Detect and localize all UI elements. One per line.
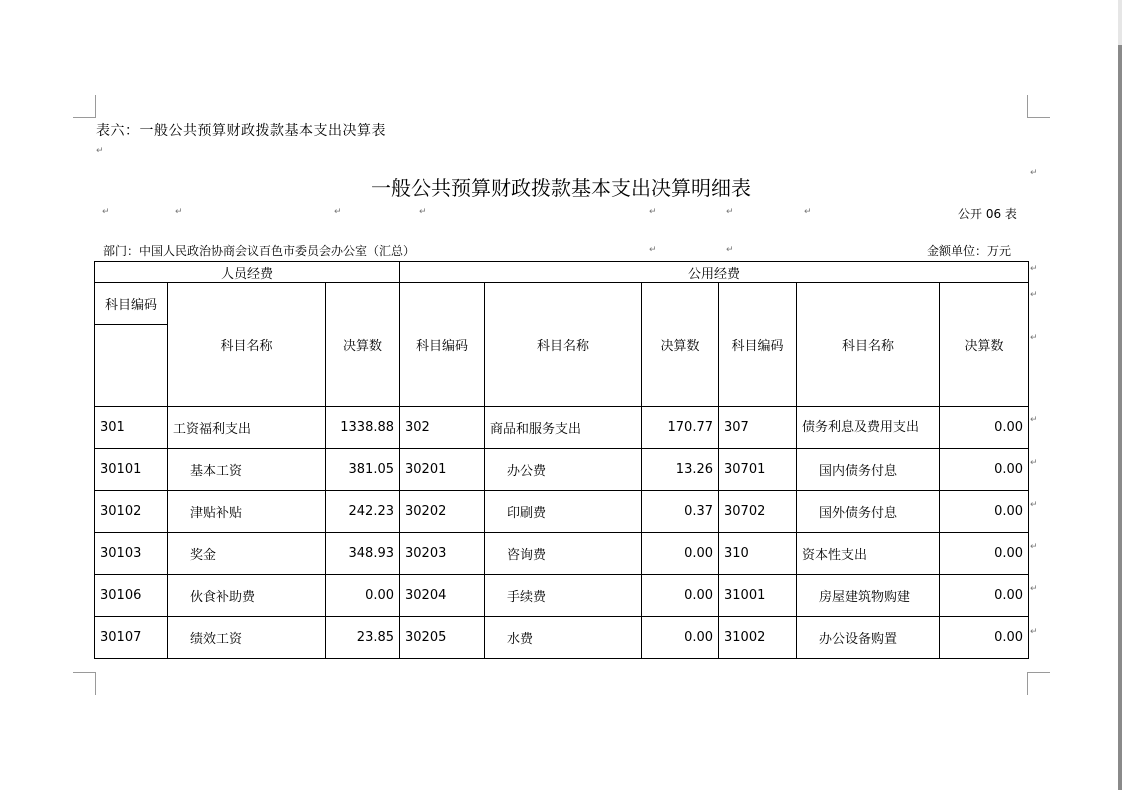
amount-cell: 242.23	[326, 491, 400, 533]
paragraph-mark-icon: ↵	[96, 146, 104, 156]
table-row	[95, 533, 1029, 575]
group-public: 公用经费	[400, 262, 1029, 283]
paragraph-mark-icon: ↵	[1030, 584, 1038, 594]
code-cell: 30202	[400, 491, 485, 533]
paragraph-mark-icon: ↵	[1030, 168, 1038, 178]
group-header-row	[95, 262, 1029, 283]
paragraph-mark-icon: ↵	[1030, 627, 1038, 637]
paragraph-mark-icon: ↵	[726, 207, 734, 217]
crop-mark-top-left	[73, 95, 96, 118]
department-label: 部门：中国人民政治协商会议百色市委员会办公室（汇总）	[103, 244, 416, 258]
header-name: 科目名称	[797, 283, 940, 407]
name-cell: 国内债务付息	[797, 449, 940, 491]
name-cell: 办公费	[485, 449, 642, 491]
amount-cell: 0.00	[940, 533, 1029, 575]
paragraph-mark-icon: ↵	[102, 207, 110, 217]
amount-cell: 1338.88	[326, 407, 400, 449]
name-cell: 房屋建筑物购建	[797, 575, 940, 617]
header-amount: 决算数	[940, 283, 1029, 407]
name-cell: 国外债务付息	[797, 491, 940, 533]
amount-cell: 0.00	[940, 575, 1029, 617]
paragraph-mark-icon: ↵	[334, 207, 342, 217]
table-row	[95, 407, 1029, 449]
table-row	[95, 449, 1029, 491]
expenditure-table	[94, 261, 1029, 659]
name-cell: 伙食补助费	[168, 575, 326, 617]
paragraph-mark-icon: ↵	[649, 245, 657, 255]
amount-cell: 0.00	[642, 575, 719, 617]
name-cell: 水费	[485, 617, 642, 659]
name-cell: 咨询费	[485, 533, 642, 575]
code-cell: 30201	[400, 449, 485, 491]
paragraph-mark-icon: ↵	[1030, 290, 1038, 300]
crop-mark-top-right	[1027, 95, 1050, 118]
table-row	[95, 491, 1029, 533]
amount-cell: 0.00	[940, 407, 1029, 449]
amount-cell: 0.00	[642, 533, 719, 575]
code-cell: 30205	[400, 617, 485, 659]
name-cell: 津贴补贴	[168, 491, 326, 533]
amount-cell: 23.85	[326, 617, 400, 659]
paragraph-mark-icon: ↵	[1030, 458, 1038, 468]
paragraph-mark-icon: ↵	[649, 207, 657, 217]
code-cell: 31001	[719, 575, 797, 617]
table-caption: 表六：一般公共预算财政拨款基本支出决算表	[96, 123, 386, 139]
header-empty-cell	[95, 325, 168, 407]
code-cell: 30103	[95, 533, 168, 575]
code-cell: 301	[95, 407, 168, 449]
code-cell: 30203	[400, 533, 485, 575]
amount-cell: 0.00	[940, 449, 1029, 491]
name-cell: 印刷费	[485, 491, 642, 533]
vertical-scrollbar[interactable]	[1118, 0, 1122, 790]
header-name: 科目名称	[168, 283, 326, 407]
paragraph-mark-icon: ↵	[1030, 542, 1038, 552]
name-cell: 债务利息及费用支出	[797, 407, 940, 449]
name-cell: 奖金	[168, 533, 326, 575]
amount-cell: 0.00	[940, 491, 1029, 533]
paragraph-mark-icon: ↵	[1030, 333, 1038, 343]
amount-cell: 0.37	[642, 491, 719, 533]
code-cell: 310	[719, 533, 797, 575]
column-header-row	[95, 283, 1029, 325]
header-name: 科目名称	[485, 283, 642, 407]
code-cell: 31002	[719, 617, 797, 659]
paragraph-mark-icon: ↵	[1030, 264, 1038, 274]
paragraph-mark-icon: ↵	[1030, 415, 1038, 425]
paragraph-mark-icon: ↵	[1030, 500, 1038, 510]
name-cell: 资本性支出	[797, 533, 940, 575]
code-cell: 30102	[95, 491, 168, 533]
paragraph-mark-icon: ↵	[726, 245, 734, 255]
paragraph-mark-icon: ↵	[419, 207, 427, 217]
form-number: 公开 06 表	[958, 207, 1017, 221]
code-cell: 30107	[95, 617, 168, 659]
code-cell: 30101	[95, 449, 168, 491]
amount-cell: 0.00	[642, 617, 719, 659]
name-cell: 商品和服务支出	[485, 407, 642, 449]
code-cell: 30702	[719, 491, 797, 533]
name-cell: 办公设备购置	[797, 617, 940, 659]
table-row	[95, 575, 1029, 617]
amount-unit-label: 金额单位：万元	[927, 244, 1012, 258]
code-cell: 30204	[400, 575, 485, 617]
name-cell: 工资福利支出	[168, 407, 326, 449]
name-cell: 基本工资	[168, 449, 326, 491]
code-cell: 30701	[719, 449, 797, 491]
document-title: 一般公共预算财政拨款基本支出决算明细表	[371, 176, 751, 200]
header-code: 科目编码	[400, 283, 485, 407]
group-personnel: 人员经费	[95, 262, 400, 283]
amount-cell: 170.77	[642, 407, 719, 449]
paragraph-mark-icon: ↵	[175, 207, 183, 217]
amount-cell: 13.26	[642, 449, 719, 491]
name-cell: 绩效工资	[168, 617, 326, 659]
crop-mark-bottom-left	[73, 672, 96, 695]
amount-cell: 0.00	[326, 575, 400, 617]
amount-cell: 381.05	[326, 449, 400, 491]
amount-cell: 0.00	[940, 617, 1029, 659]
header-amount: 决算数	[642, 283, 719, 407]
paragraph-mark-icon: ↵	[804, 207, 812, 217]
table-row	[95, 617, 1029, 659]
header-code: 科目编码	[95, 283, 168, 325]
code-cell: 302	[400, 407, 485, 449]
header-code: 科目编码	[719, 283, 797, 407]
crop-mark-bottom-right	[1027, 672, 1050, 695]
code-cell: 307	[719, 407, 797, 449]
name-cell: 手续费	[485, 575, 642, 617]
amount-cell: 348.93	[326, 533, 400, 575]
scrollbar-thumb[interactable]	[1118, 45, 1122, 790]
header-amount: 决算数	[326, 283, 400, 407]
code-cell: 30106	[95, 575, 168, 617]
